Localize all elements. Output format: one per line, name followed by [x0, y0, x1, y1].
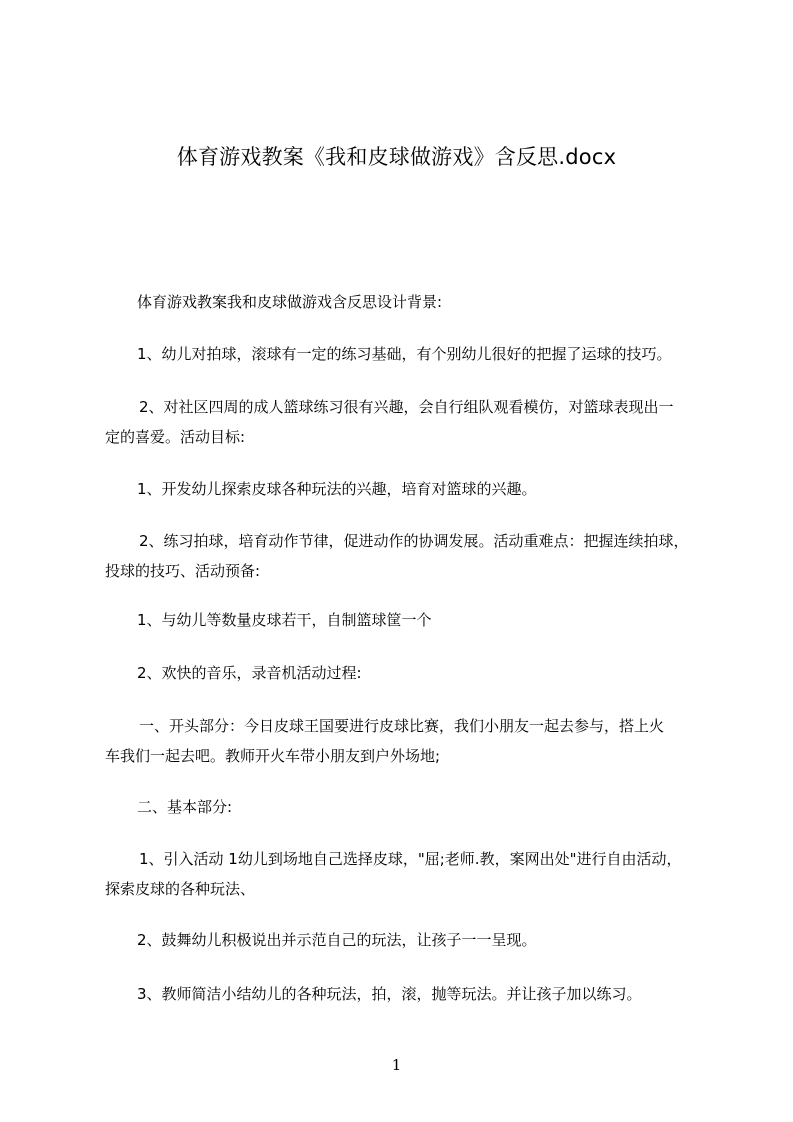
text-line: 投球的技巧、活动预备:	[105, 562, 261, 580]
paragraph-goal-2	[105, 526, 715, 586]
text-line: 2、欢快的音乐，录音机活动过程:	[137, 664, 362, 682]
paragraph-goal-1	[105, 474, 747, 504]
paragraph-basic-1	[105, 844, 715, 904]
paragraph-design-background	[105, 287, 747, 317]
paragraph-background-1	[105, 339, 747, 369]
text-line: 2、对社区四周的成人篮球练习很有兴趣，会自行组队观看模仿，对篮球表现出一	[139, 398, 674, 416]
paragraph-basic-2	[105, 925, 747, 955]
text-line: 1、幼儿对拍球，滚球有一定的练习基础，有个别幼儿很好的把握了运球的技巧。	[137, 345, 672, 363]
text-line: 探索皮球的各种玩法、	[105, 880, 256, 898]
text-line: 3、教师简洁小结幼儿的各种玩法，拍，滚，抛等玩法。并让孩子加以练习。	[137, 985, 642, 1003]
paragraph-opening	[105, 711, 715, 771]
document-title: 体育游戏教案《我和皮球做游戏》含反思.docx	[176, 145, 617, 169]
page-number: 1	[391, 1056, 402, 1074]
paragraph-prep-2	[105, 658, 747, 688]
paragraph-prep-1	[105, 605, 747, 635]
text-line: 1、引入活动 1幼儿到场地自己选择皮球，"屈;老师.教，案网出处"进行自由活动，	[139, 850, 682, 868]
text-line: 一、开头部分：今日皮球王国要进行皮球比赛，我们小朋友一起去参与，搭上火	[139, 717, 665, 735]
text-line: 1、与幼儿等数量皮球若干，自制篮球筐一个	[137, 611, 432, 629]
paragraph-basic-heading	[105, 792, 747, 822]
text-line: 定的喜爱。活动目标:	[105, 428, 246, 446]
text-line: 体育游戏教案我和皮球做游戏含反思设计背景:	[137, 293, 443, 311]
paragraph-background-2	[105, 392, 715, 452]
paragraph-basic-3	[105, 979, 747, 1009]
text-line: 2、鼓舞幼儿积极说出并示范自己的玩法，让孩子一一呈现。	[137, 931, 537, 949]
text-line: 车我们一起去吧。教师开火车带小朋友到户外场地;	[105, 747, 441, 765]
text-line: 1、开发幼儿探索皮球各种玩法的兴趣，培育对篮球的兴趣。	[137, 480, 537, 498]
text-line: 二、基本部分:	[137, 798, 233, 816]
text-line: 2、练习拍球，培育动作节律，促进动作的协调发展。活动重难点：把握连续拍球，	[139, 532, 689, 550]
